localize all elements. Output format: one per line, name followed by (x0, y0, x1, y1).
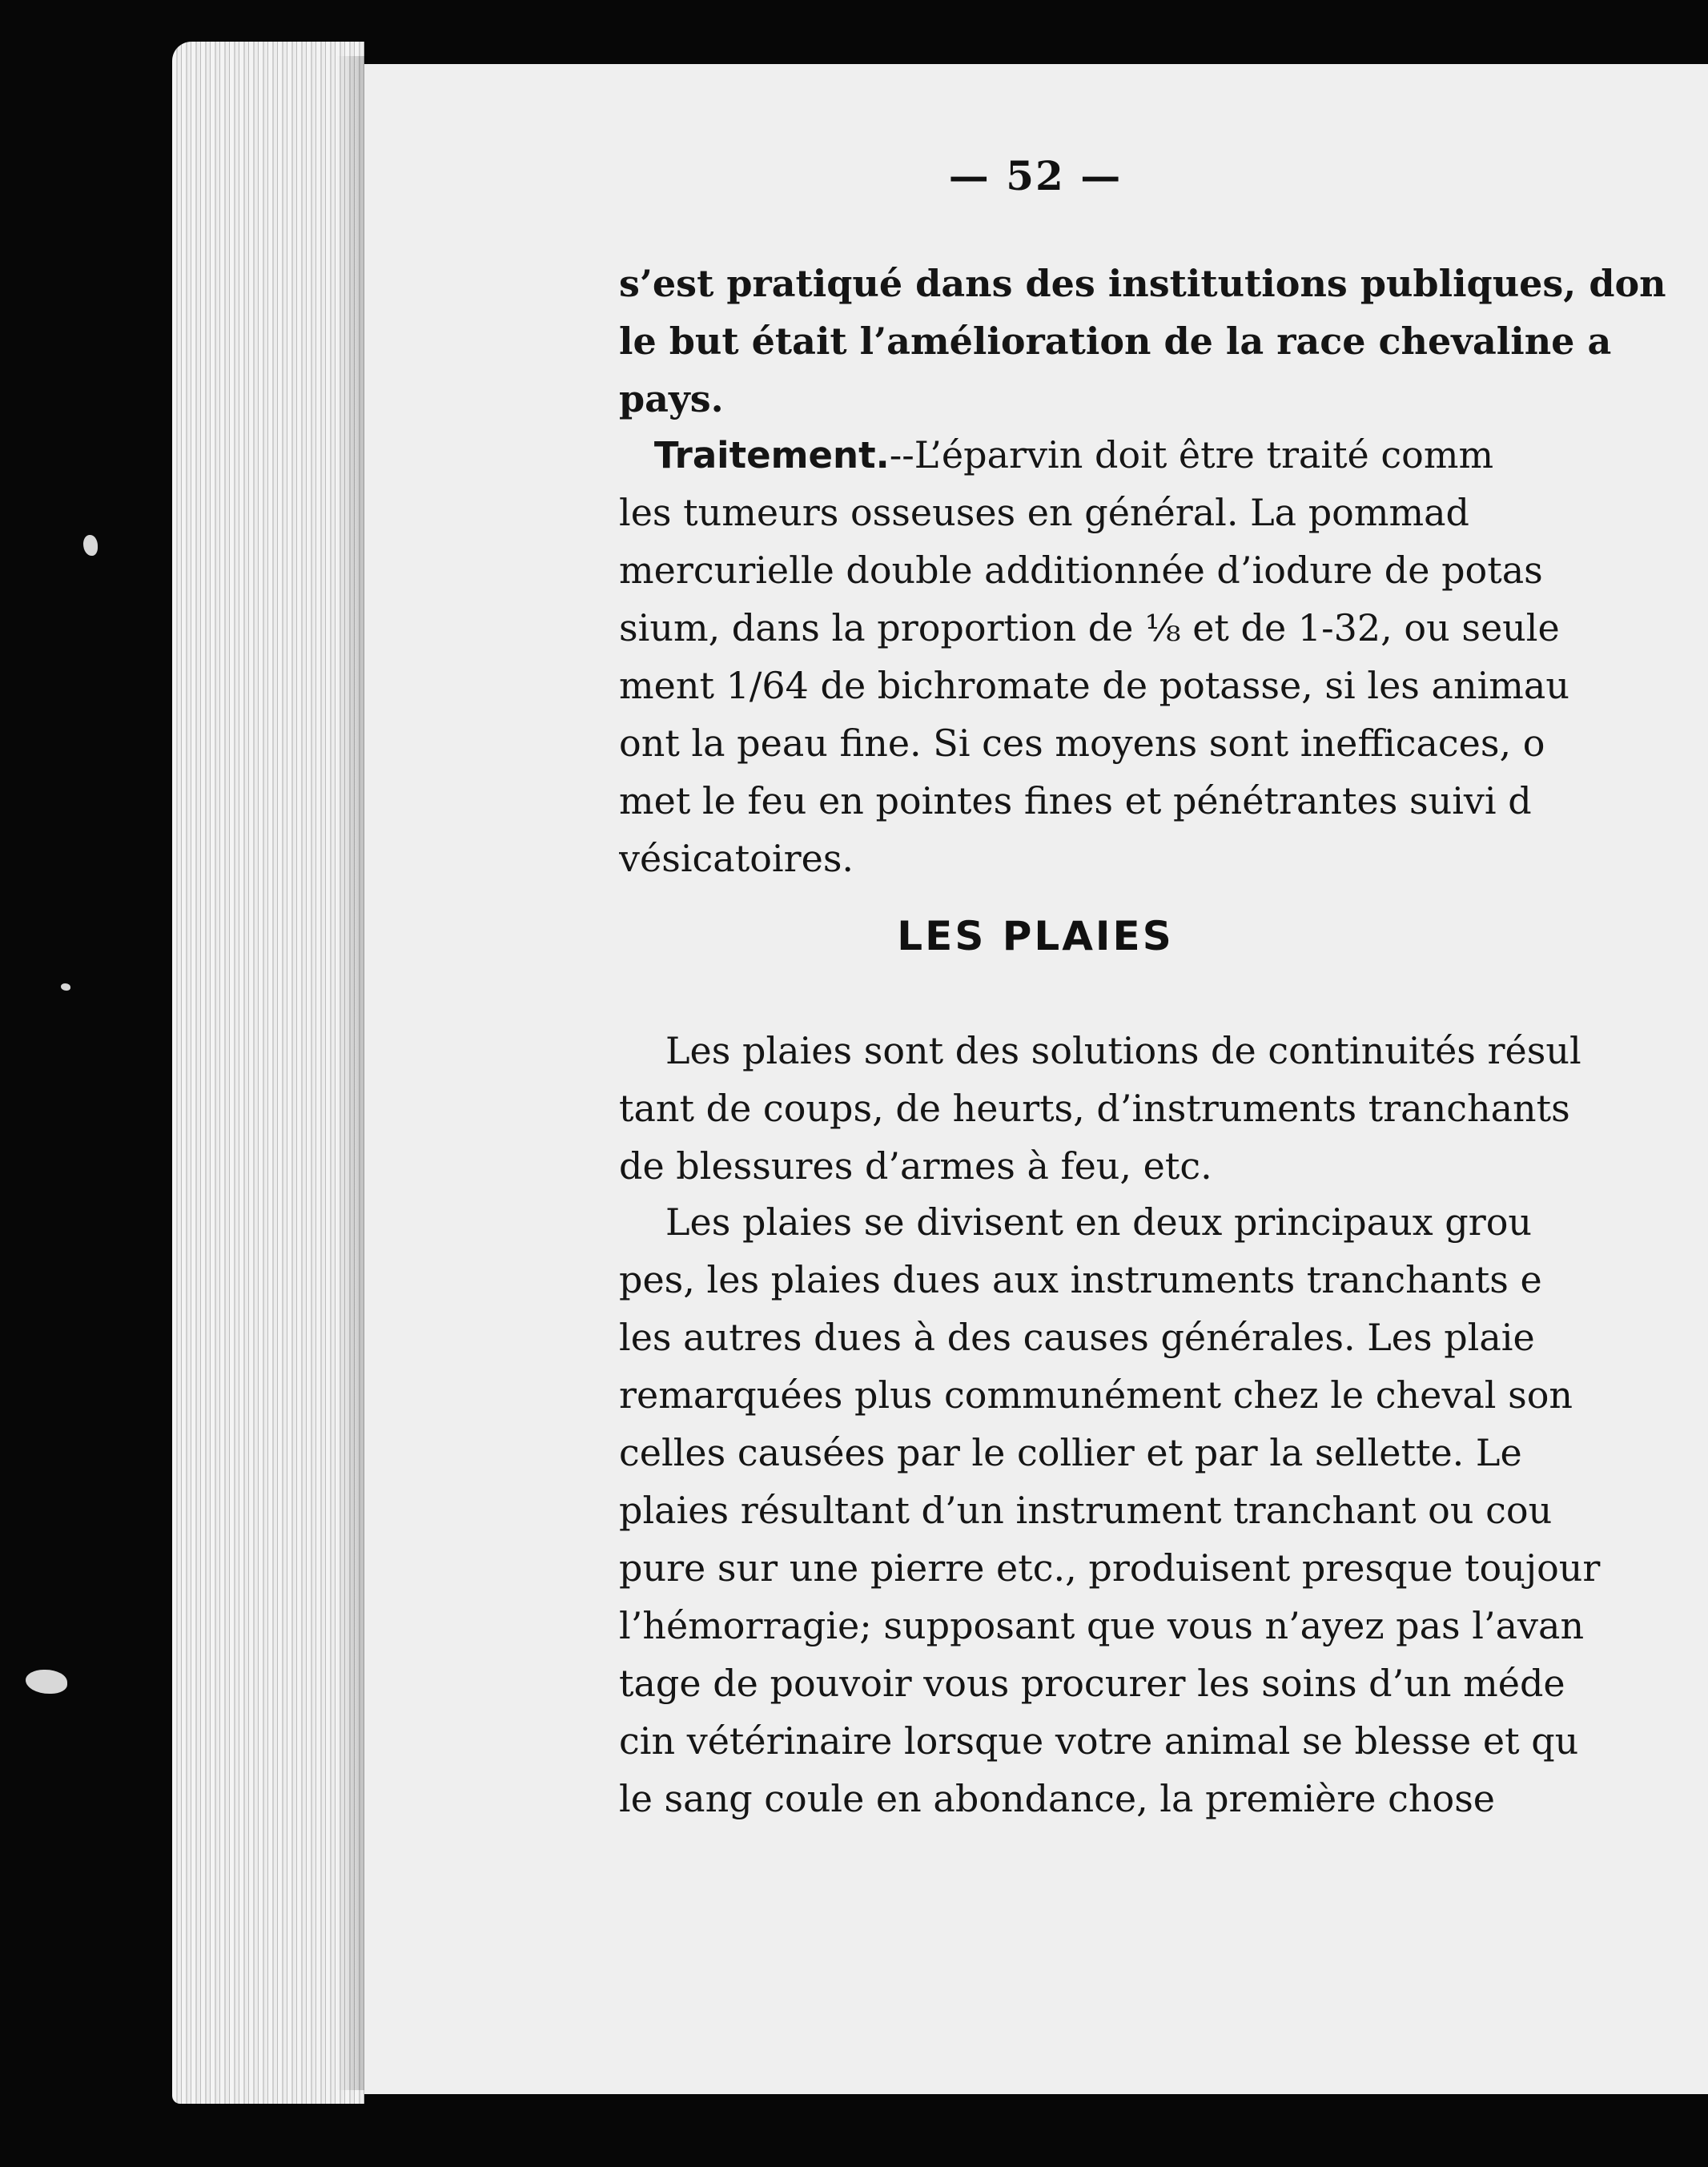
text-line: pure sur une pierre etc., produisent presque toujour (619, 1546, 1601, 1590)
text-line: les tumeurs osseuses en général. La pommad (619, 491, 1469, 534)
paragraph-traitement (619, 426, 1708, 887)
text-line: Les plaies sont des solutions de continuités résul (665, 1029, 1581, 1072)
text-line: sium, dans la proportion de ⅛ et de 1-32, ou seule (619, 606, 1560, 649)
paragraph-plaies-definition (619, 1022, 1708, 1195)
text-line: mercurielle double additionnée d’iodure de potas (619, 549, 1543, 592)
book-page-edges (172, 42, 364, 2104)
text-line: plaies résultant d’un instrument tranchant ou cou (619, 1489, 1553, 1532)
text-line: ment 1/64 de bichromate de potasse, si les animau (619, 664, 1569, 707)
text-line: ont la peau fine. Si ces moyens sont inefficaces, o (619, 722, 1545, 765)
text-line: l’hémorragie; supposant que vous n’ayez pas l’avan (619, 1604, 1585, 1647)
text-run: --L’éparvin doit être traité comm (889, 433, 1494, 476)
text-line: remarquées plus communément chez le cheval son (619, 1373, 1573, 1417)
text-line: met le feu en pointes fines et pénétrantes suivi d (619, 779, 1532, 822)
text-line: tant de coups, de heurts, d’instruments tranchants (619, 1087, 1570, 1130)
text-line: les autres dues à des causes générales. Les plaie (619, 1316, 1535, 1359)
text-line: pays. (619, 377, 724, 420)
text-line: s’est pratiqué dans des institutions publiques, don (619, 262, 1666, 305)
gutter-shadow (336, 56, 368, 2090)
page-number: — 52 — (948, 152, 1123, 199)
paragraph-plaies-groupes (619, 1193, 1708, 1827)
text-line: le but était l’amélioration de la race chevaline a (619, 320, 1612, 363)
section-heading: LES PLAIES (897, 913, 1174, 959)
text-line: vésicatoires. (619, 837, 854, 880)
text-line: celles causées par le collier et par la sellette. Le (619, 1431, 1522, 1474)
runin-heading-traitement: Traitement. (653, 434, 890, 476)
text-line: le sang coule en abondance, la première chose (619, 1777, 1496, 1820)
text-line: de blessures d’armes à feu, etc. (619, 1144, 1212, 1188)
scan-speck (83, 535, 98, 556)
text-line: tage de pouvoir vous procurer les soins d’un méde (619, 1662, 1565, 1705)
scan-speck (61, 983, 70, 991)
paragraph-continuation (619, 255, 1708, 428)
text-line: cin vétérinaire lorsque votre animal se blesse et qu (619, 1719, 1579, 1763)
text-column (619, 0, 1708, 2167)
text-line: Les plaies se divisent en deux principaux grou (665, 1200, 1533, 1244)
text-line (619, 426, 1708, 484)
text-line: pes, les plaies dues aux instruments tranchants e (619, 1258, 1542, 1301)
